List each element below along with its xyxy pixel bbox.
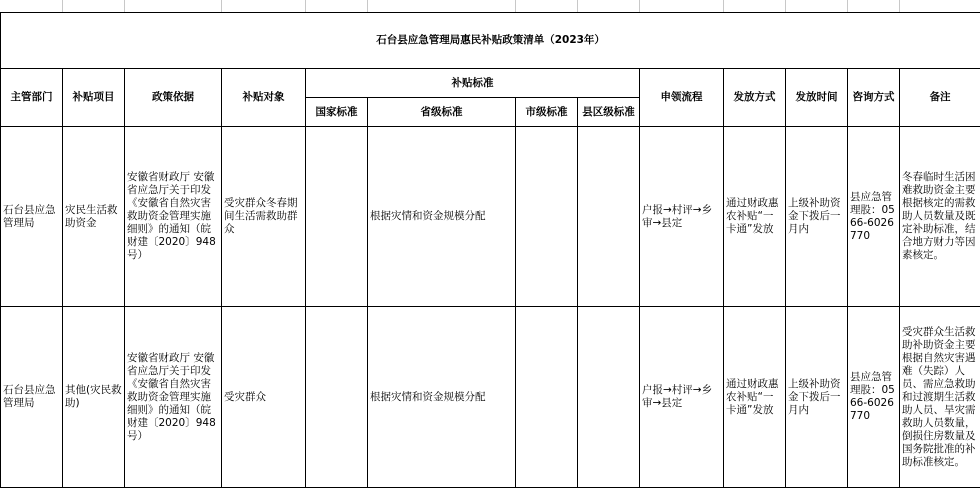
cell-process: 户报→村评→乡审→县定 — [640, 127, 724, 307]
header-process: 申领流程 — [640, 69, 724, 127]
table-row — [1, 307, 980, 488]
cell-city — [516, 307, 578, 488]
header-national: 国家标准 — [306, 98, 368, 127]
cell-basis: 安徽省财政厅 安徽省应急厅关于印发《安徽省自然灾害救助资金管理实施细则》的通知（皖财建〔2020〕948 号） — [125, 307, 222, 488]
table-row — [1, 127, 980, 307]
header-note: 备注 — [900, 69, 980, 127]
cell-county — [578, 307, 640, 488]
cell-dept: 石台县应急管理局 — [1, 307, 63, 488]
policy-table — [0, 12, 980, 488]
header-dept: 主管部门 — [1, 69, 63, 127]
cell-note: 冬春临时生活困难救助资金主要根据核定的需救助人员数量及既定补助标准，结合地方财力等因素核定。 — [900, 127, 980, 307]
cell-process: 户报→村评→乡审→县定 — [640, 307, 724, 488]
cell-item: 灾民生活救助资金 — [63, 127, 125, 307]
header-time: 发放时间 — [786, 69, 848, 127]
header-method: 发放方式 — [724, 69, 786, 127]
header-item: 补贴项目 — [63, 69, 125, 127]
cell-national — [306, 127, 368, 307]
cell-provincial: 根据灾情和资金规模分配 — [368, 127, 516, 307]
cell-national — [306, 307, 368, 488]
cell-target: 受灾群众冬春期间生活需救助群众 — [222, 127, 306, 307]
cell-target: 受灾群众 — [222, 307, 306, 488]
cell-basis: 安徽省财政厅 安徽省应急厅关于印发《安徽省自然灾害救助资金管理实施细则》的通知（皖财建〔2020〕948 号） — [125, 127, 222, 307]
cell-method: 通过财政惠农补贴“一卡通”发放 — [724, 127, 786, 307]
header-provincial: 省级标准 — [368, 98, 516, 127]
cell-item: 其他(灾民救助) — [63, 307, 125, 488]
cell-county — [578, 127, 640, 307]
cell-provincial: 根据灾情和资金规模分配 — [368, 307, 516, 488]
header-city: 市级标准 — [516, 98, 578, 127]
header-county: 县区级标准 — [578, 98, 640, 127]
header-standard-group: 补贴标准 — [306, 69, 640, 98]
cell-time: 上级补助资金下拨后一月内 — [786, 127, 848, 307]
cell-contact: 县应急管理股：0566-6026770 — [848, 307, 900, 488]
cell-city — [516, 127, 578, 307]
cell-dept: 石台县应急管理局 — [1, 127, 63, 307]
header-basis: 政策依据 — [125, 69, 222, 127]
header-contact: 咨询方式 — [848, 69, 900, 127]
header-target: 补贴对象 — [222, 69, 306, 127]
cell-time: 上级补助资金下拨后一月内 — [786, 307, 848, 488]
cell-contact: 县应急管理股：0566-6026770 — [848, 127, 900, 307]
cell-note: 受灾群众生活救助补助资金主要根据自然灾害遇难（失踪）人员、需应急救助和过渡期生活救助人员、旱灾需救助人员数量，倒损住房数量及国务院批准的补助标准核定。 — [900, 307, 980, 488]
column-header-strip — [0, 0, 980, 12]
cell-method: 通过财政惠农补贴“一卡通”发放 — [724, 307, 786, 488]
page-title: 石台县应急管理局惠民补贴政策清单（2023年） — [1, 13, 980, 69]
